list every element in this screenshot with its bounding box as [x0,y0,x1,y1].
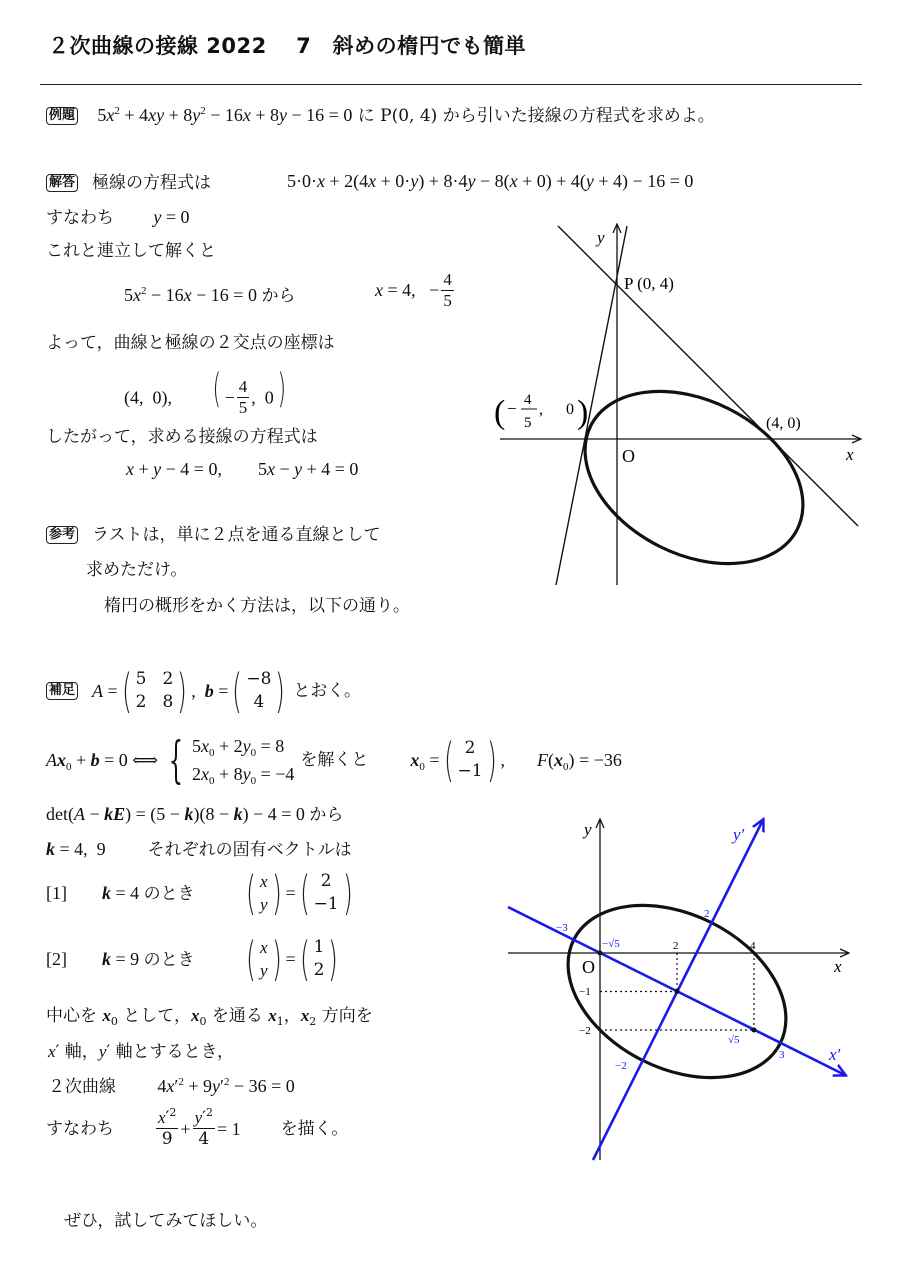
example-text: に P(0, 4) から引いた接線の方程式を求めよ。 [352,106,715,126]
origin-label: O [622,446,635,466]
center-line-2: x′ 軸，y′ 軸とするとき， [48,1042,234,1062]
figure-rotated-axes [490,810,870,1170]
x-axis-label: x [846,445,854,464]
yprime-pos2: 2 [704,908,710,920]
note-line-3: 楕円の概形をかく方法は，以下の通り。 [104,596,410,616]
y-prime-label: y′ [733,825,745,844]
solution-line-3: これと連立して解くと [46,241,216,261]
xprime-pos3: 3 [779,1049,785,1061]
solution-line-2 [46,205,190,230]
note-line-1 [46,523,381,547]
figure-tangent-lines [480,210,880,590]
polar-label: 極線の方程式は [92,173,212,193]
eigenvector-1: ( 2 −1 ) [299,866,353,920]
standard-form-line: すなわち $\frac{x'^2}{9}$ + $\frac{y'^2}{4}$ = 1 を描く。 [46,1106,349,1149]
svg-text:−: − [507,399,517,418]
tick-y-neg2: −2 [579,1025,591,1037]
eigenvector-2: ( 1 2 ) [299,932,339,986]
page-title: ２次曲線の接線 2022 7 斜めの楕円でも簡単 [48,34,527,58]
tangent-equations: x + y − 4 = 0, 5x − y + 4 = 0 [126,459,359,479]
supplement-line-2: $Ax_0 + b = 0$ ⟺ { $5x_0 + 2y_0 = 8$ $2x_0 + 8y_0 = -4$ を解くと $x_0$ = ( 2 −1 ) , $F(x_0) = -36$ [46,731,622,789]
conic-line: ２次曲線 $4x'^2 + 9y'^2 - 36 = 0$ [48,1076,295,1097]
example-tag: 例題 [46,107,78,125]
quadratic-line: $5x^2 - 16x - 16 = 0$ から [124,285,296,305]
point-4-0-label: (4, 0) [766,415,801,432]
note-line-2: 求めただけ。 [86,560,188,580]
neg-sqrt5-label: −√5 [602,938,620,950]
closing-text: ぜひ，試してみてほしい。 [64,1211,268,1231]
svg-text:(: ( [494,394,506,431]
tick-x-2: 2 [673,940,679,952]
solution-line-1 [46,171,211,195]
eigen-case-1: [1] k = 4 のとき ( x y ) = ( 2 −1 ) [46,870,357,916]
example-equation: $5x^2 + 4xy + 8y^2 - 16x + 8y - 16 = 0$ [97,105,353,125]
point-neg4-5-label [494,392,588,431]
svg-text:4: 4 [524,392,532,408]
y-axis-label: y [584,820,592,839]
point-P-label: P (0, 4) [624,274,674,293]
eigenvalues-line: k = 4, 9 それぞれの固有ベクトルは [46,839,352,859]
solution-line-5: よって，曲線と極線の２交点の座標は [46,333,335,353]
sqrt5-label: √5 [728,1034,740,1046]
vector-x0: ( 2 −1 ) [443,733,497,787]
example-problem [46,103,715,128]
tick-y-neg1: −1 [579,986,591,998]
note-text-1: ラストは，単に２点を通る直線として [92,525,381,545]
svg-text:,: , [539,401,543,418]
tick-x-4: 4 [750,940,756,952]
solution-line-7: したがって，求める接線の方程式は [46,427,318,447]
wo-toku-text: を解くと [300,750,369,770]
yprime-neg2: −2 [615,1060,627,1072]
svg-text:5: 5 [524,415,532,431]
supplement-line-1: 補足 A = ( 5 2 2 8 ) , b = ( −8 4 ) とおく。 [46,668,361,714]
sunawachi-label: すなわち [46,208,114,228]
linear-system: $5x_0 + 2y_0 = 8$ $2x_0 + 8y_0 = -4$ [191,736,295,787]
origin-label: O [582,957,595,977]
kara-text: から [261,286,296,305]
x-prime-label: x′ [829,1045,841,1064]
supplement-tag: 補足 [46,682,78,700]
intersection-points: (4, 0), ( − $\frac{4}{5}$ , 0) [124,366,286,418]
polar-line-eq: y = 0 [153,207,190,227]
eigen-case-2: [2] k = 9 のとき ( x y ) = ( 1 2 ) [46,936,342,982]
tangent-line-1 [558,226,858,526]
title-divider [40,84,862,85]
vector-b: ( −8 4 ) [232,664,286,718]
ellipse-curve [556,357,831,590]
svg-text:0: 0 [566,401,574,418]
toku-text: とおく。 [293,681,362,701]
note-tag: 参考 [46,526,78,544]
center-line-1: 中心を $x_0$ として，$x_0$ を通る $x_1$，$x_2$ 方向を [46,1006,373,1028]
svg-text:): ) [577,394,589,431]
y-axis-label: y [597,228,605,247]
x-axis-label: x [834,957,842,976]
xprime-neg3: −3 [556,922,568,934]
solution-tag: 解答 [46,174,78,192]
roots: x = 4, − $\frac{4}{5}$ [375,270,452,310]
matrix-A: ( 5 2 2 8 ) [121,664,188,718]
polar-equation: 5·0·x + 2(4x + 0·y) + 8·4y − 8(x + 0) + 4(y + 4) − 16 = 0 [287,171,694,191]
det-line: det(A − kE) = (5 − k)(8 − k) − 4 = 0 から [46,804,344,824]
